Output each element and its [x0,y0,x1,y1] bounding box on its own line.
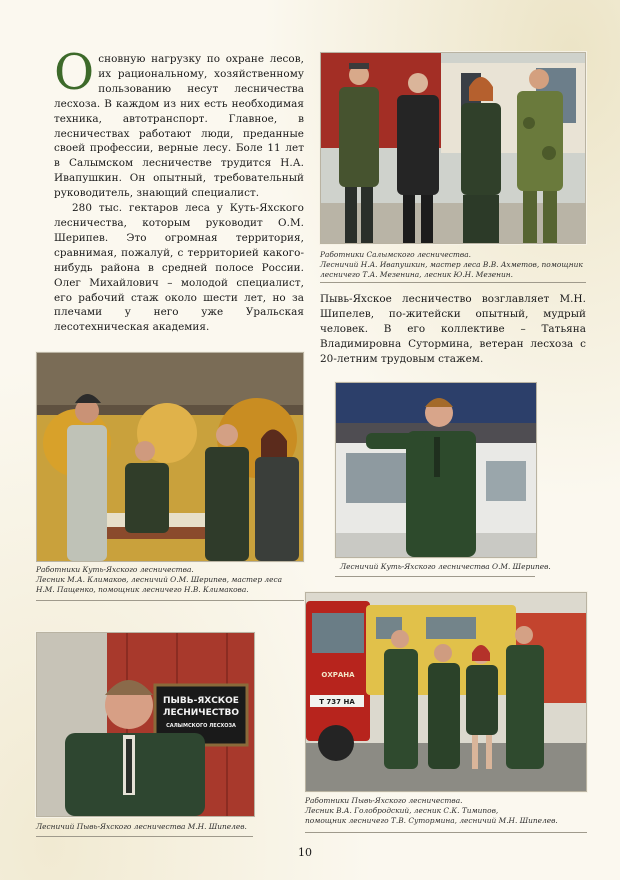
caption-divider [320,282,586,283]
sign-line-2: ЛЕСНИЧЕСТВО [163,708,239,718]
caption-line: Лесничий Куть-Яхского лесничества О.М. Шерипев. [340,562,551,571]
photo-pyv-yakh-forester [36,632,255,817]
caption-line: лесничего Т.А. Мезенина, лесник Ю.Н. Мезенин. [320,270,513,279]
caption-title: Работники Салымского лесничества. [320,250,471,259]
dropcap: О [54,44,95,101]
caption-divider [335,576,535,577]
photo-kut-yakh-forester [335,382,537,558]
caption-salym [320,250,590,280]
caption-kut-yakh-group [36,565,306,595]
caption-line: Лесничий Н.А. Ивапушкин, мастер леса В.В. Ахметов, помощник [320,260,583,269]
intro-paragraph-2: 280 тыс. гектаров леса у Куть-Яхского лесничества, которым руководит О.М. Шерипев. Это огромная территория, сравнимая, пожалуй, с территорией какого-нибудь района в средней полосе России. Олег Михайлович – молодой специалист, его рабочий стаж около шести лет, но за плечами у него уже Уральская лесотехническая академия. [54,202,304,334]
pyv-yakh-text [320,292,586,367]
caption-line: Лесничий Пывь-Яхского лесничества М.Н. Шипелев. [36,822,247,831]
caption-line: Н.М. Пащенко, помощник лесничего Н.В. Климакова. [36,585,249,594]
intro-paragraph-1: Основную нагрузку по охране лесов, их рациональному, хозяйственному пользованию несут лесничества лесхоза. В каждом из них есть необходимая техника, автотранспорт. Главное, в лесничествах работают люди, преданные своей профессии, верные лесу. Боле 11 лет в Салымском лесничестве трудится Н.А. Ивапушкин. Он опытный, требовательный руководитель, знающий специалист. [54,44,304,200]
pyv-yakh-paragraph: Пывь-Яхское лесничество возглавляет М.Н. Шипелев, по-житейски опытный, мудрый человек. В его коллективе – Татьяна Владимировна Сутормина, ветеран лесхоза с 20-летним трудовым стажем. [320,293,586,365]
page-number: 10 [298,846,312,859]
person-figure [506,626,544,769]
caption-line: помощник лесничего Т.В. Сутормина, лесничий М.Н. Шипелев. [305,816,558,825]
intro-text [54,44,304,335]
photo-pyv-yakh-staff [305,592,587,792]
caption-line: Лесник В.А. Голобродский, лесник С.К. Тимипов, [305,806,499,815]
sign-line-1: ПЫВЬ-ЯХСКОЕ [163,696,239,706]
photo-kut-yakh-staff [36,352,304,562]
caption-pyv-yakh-group [305,796,590,826]
caption-kut-yakh-forester [340,562,580,572]
sign-line-3: САЛЫМСКОГО ЛЕСХОЗА [166,723,236,729]
truck-sign: ОХРАНА [321,671,355,679]
caption-title: Работники Пывь-Яхского лесничества. [305,796,463,805]
caption-divider [36,836,253,837]
caption-title: Работники Куть-Яхского лесничества. [36,565,194,574]
caption-divider [305,832,587,833]
caption-pyv-yakh-forester [36,822,276,832]
truck-plate: Т 737 НА [319,698,355,706]
photo-salym-staff [320,52,586,244]
caption-line: Лесник М.А. Климаков, лесничий О.М. Шерипев, мастер леса [36,575,283,584]
caption-divider [36,600,304,601]
person-figure [384,630,418,769]
